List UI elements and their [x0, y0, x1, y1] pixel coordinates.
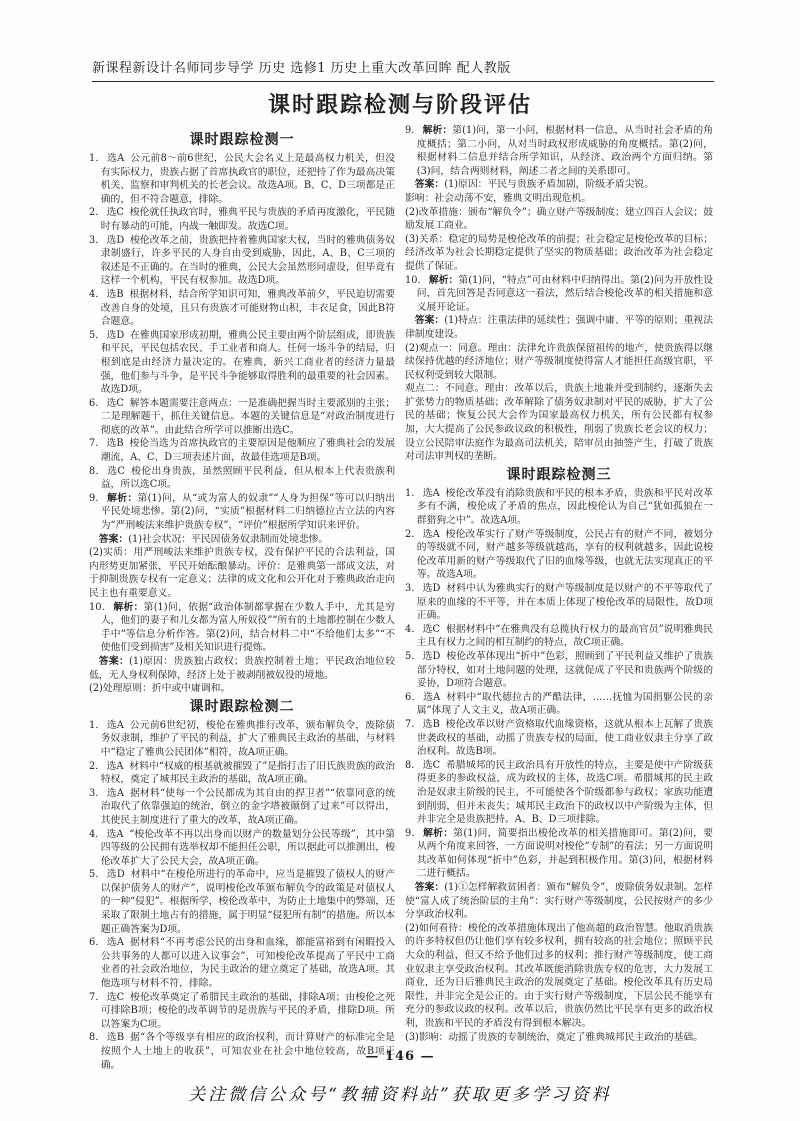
item-lead: 解析：: [113, 601, 144, 613]
item-lead: 答案：: [98, 655, 130, 667]
section-heading: 课时跟踪检测一: [189, 132, 295, 148]
left-column: [89, 129, 396, 1071]
item-lead: 选A: [106, 937, 124, 949]
item-text: (3)影响：动摇了贵族的专制统治，奠定了雅典城邦民主政治的基础。: [405, 1031, 703, 1043]
choice-explanation: [89, 206, 395, 233]
item-lead: 选C: [106, 207, 124, 219]
item-num: 2．: [405, 528, 422, 540]
answer-continuation: [405, 206, 713, 233]
item-lead: 答案：: [98, 533, 129, 545]
item-lead: 选D: [106, 234, 125, 246]
item-lead: 选A: [422, 487, 440, 499]
item-lead: 选B: [106, 1032, 125, 1044]
item-text: 公元前8～前6世纪，公民大会名义上是最高权力机关，但没有实际权力，贵族占据了首席执政官的职位，还把持了作为最高决策机关、监察和审判机关的长老会议。故选A项。B、C、D三项都是正确的，但不符合题意，排除。: [100, 153, 396, 205]
analysis-paragraph: [89, 601, 395, 655]
item-text: “梭伦改革不再以出身而以财产的数量划分公民等级”，其中第四等级的公民拥有选举权却不能担任公职，所以据此可以推测出，梭伦改革扩大了公民大会，故A项正确。: [100, 828, 395, 867]
item-text: 梭伦改革奠定了希腊民主政治的基础，排除A项；由梭伦之死可排除B项；梭伦的改革调节的是贵族与平民的矛盾，排除D项。所以答案为C项。: [100, 991, 396, 1030]
answer-continuation: [405, 342, 713, 383]
choice-explanation: [89, 991, 395, 1032]
item-lead: 选B: [422, 718, 440, 730]
item-num: 8．: [405, 759, 422, 771]
item-text: (1)原因：贵族独占政权；贵族控制着土地；平民政治地位较低，无人身权利保障，经济上处于被剥削被奴役的境地。: [89, 655, 395, 681]
item-text: 在雅典国家形成初期，雅典公民主要由两个阶层组成，即贵族和平民，平民包括农民、手工业者和商人。任何一场斗争的结局，归根到底是由经济力量决定的。在雅典，新兴工商业者的经济力量最强，他们参与斗争，是平民斗争能够取得胜利的最重要的社会因素。故选D项。: [100, 329, 396, 396]
section-heading: 课时跟踪检测三: [506, 466, 612, 483]
item-num: 3．: [405, 583, 422, 594]
choice-explanation: [89, 329, 395, 397]
item-lead: 答案：: [414, 882, 445, 894]
item-lead: 选C: [422, 623, 441, 635]
item-text: 第(1)问，从“或为富人的奴隶”“人身为担保”等可以归纳出平民处境悲惨。第(2)问，“实质”根据材料二归纳德拉古立法的内容为“严刑峻法来维护贵族专权”，“评价”根据所学知识来评价。: [100, 492, 396, 532]
item-text: 材料中“在梭伦所进行的革命中，应当是摧毁了债权人的财产以保护债务人的财产”，说明梭伦改革颁布解负令的政策是对债权人的一种“侵犯”。根据所学，梭伦改革中，为防止土地集中的弊端，还采取了限制土地占有的措施，属于明显“侵犯所有制”的措施。所以本题正确答案为D项。: [100, 869, 396, 935]
item-lead: 选C: [107, 465, 125, 477]
item-text: 据“各个等级享有相应的政治权利，而计算财产的标准完全是按照个人土地上的收获”，可知农业在社会中地位较高，故B项正确。: [100, 1032, 396, 1071]
choice-explanation: [89, 234, 395, 288]
choice-explanation: [89, 152, 395, 206]
item-text: (2)实质：用严刑峻法来维护贵族专权，没有保护平民的合法利益，国内形势更加紧张，平民开始酝酿暴动。评价：是雅典第一部成文法，对于抑制贵族专权有一定意义；法律的成文化和公开化对于雅典政治走向民主也有重要意义。: [89, 547, 395, 599]
item-lead: 选C: [106, 991, 125, 1003]
item-num: 5．: [89, 869, 106, 881]
right-column: [405, 124, 714, 1043]
choice-explanation: [89, 936, 395, 990]
answer-paragraph: [89, 655, 395, 682]
item-lead: 选A: [423, 691, 441, 703]
item-lead: 选D: [106, 329, 125, 341]
item-lead: 选D: [422, 583, 441, 594]
item-lead: 选A: [422, 528, 440, 540]
item-text: (1)①怎样解救贫困者：颁布“解负令”，废除债务奴隶制。怎样使“富人成了统治阶层的主角”：实行财产等级制度，公民按财产的多少分享政治权利。: [405, 882, 714, 921]
answer-paragraph: [405, 178, 713, 192]
choice-explanation: [89, 437, 395, 464]
running-header: 新课程新设计名师同步导学 历史 选修1 历史上重大改革回眸 配人教版: [92, 60, 714, 82]
item-num: 7．: [89, 991, 106, 1003]
choice-explanation: [89, 787, 395, 828]
choice-explanation: [405, 623, 713, 650]
item-num: 1．: [405, 487, 422, 499]
item-text: (2)改革措施：颁布“解负令”；确立财产等级制度；建立四百人会议；鼓励发展工商业。: [405, 206, 714, 232]
choice-explanation: [405, 650, 713, 691]
choice-explanation: [89, 828, 395, 869]
section-heading: 课时跟踪检测二: [189, 698, 295, 715]
choice-explanation: [405, 759, 713, 827]
item-lead: 选D: [422, 650, 441, 662]
item-text: 据材料“使每一个公民都成为其自由的捍卫者”“依靠同意的统治取代了依靠强迫的统治，倒立的金字塔被颠倒了过来”可以得出，其使民主制度进行了重大的改革，故A项正确。: [100, 787, 396, 826]
item-text: 梭伦改革以财产资格取代血缘资格，这就从根本上瓦解了贵族世袭政权的基础，动摇了贵族专权的局面，使工商业奴隶主分享了政治权利。故选B项。: [416, 718, 714, 758]
item-num: 4．: [405, 623, 422, 635]
item-lead: 答案：: [414, 179, 445, 191]
page-title: 课时跟踪检测与阶段评估: [267, 92, 532, 118]
item-num: 8．: [89, 1032, 106, 1044]
item-text: (2)观点一：同意。理由：法律允许贵族保留祖传的地产，使贵族得以继续保持优越的经济地位；财产等级制度使得富人才能担任高级官职，平民权利受到较大限制。: [405, 342, 713, 381]
answer-continuation: [89, 682, 395, 696]
item-num: 3．: [89, 787, 106, 799]
item-num: 3．: [89, 234, 106, 246]
item-text: 梭伦改革体现出“折中”色彩，照顾到了平民利益又维护了贵族部分特权，如对土地问题的处理，这就促成了平民和贵族两个阶级的妥协，D项符合题意。: [416, 650, 714, 690]
answer-continuation: [405, 192, 713, 206]
item-text: 梭伦就任执政官时，雅典平民与贵族的矛盾再度激化，平民随时有暴动的可能，内战一触即发。故选C项。: [100, 207, 396, 232]
item-text: 梭伦当选为首席执政官的主要原因是他顺应了雅典社会的发展潮流，A、C、D三项表述片面，故最佳选项是B项。: [100, 438, 396, 464]
choice-explanation: [89, 868, 395, 936]
answer-continuation: [405, 382, 713, 464]
item-text: 材料中“权威的根基就被摧毁了”是指打击了旧氏族贵族的政治特权，奠定了城邦民主政治的基础，故A项正确。: [100, 760, 395, 786]
item-text: 梭伦改革实行了财产等级制度，公民占有的财产不同，被划分的等级就不同，财产越多等级就越高，享有的权利就越多，因此说梭伦改革用新的财产等级取代了旧的血缘等级，也就无法实现真正的平等。故选A项。: [416, 528, 714, 581]
item-lead: 解析：: [428, 274, 459, 286]
item-num: 8．: [89, 465, 106, 477]
item-text: 解答本题需要注意两点：一是准确把握当时主要派别的主张；二是理解题干，抓住关键信息。本题的关键信息是“对政治制度进行彻底的改革”。由此结合所学可以推断出选C。: [100, 397, 396, 436]
answer-paragraph: [405, 314, 713, 341]
item-num: 9．: [405, 827, 422, 839]
answer-continuation: [89, 546, 395, 600]
choice-explanation: [405, 487, 713, 528]
item-text: 材料中“取代德拉古的严酷法律，……抚恤为国捐躯公民的亲属”体现了人文主义，故A项正确。: [416, 691, 714, 717]
item-num: 6．: [89, 937, 106, 949]
item-text: 根据材料中“在雅典没有总揽执行权力的最高官员”说明雅典民主具有权力之间的相互制约的特点，故C项正确。: [416, 623, 714, 649]
analysis-paragraph: [405, 274, 713, 315]
choice-explanation: [89, 397, 395, 438]
item-text: (2)处理原则：折中或中庸调和。: [89, 683, 231, 695]
analysis-paragraph: [405, 827, 713, 881]
item-text: 第(1)问，简要指出梭伦改革的相关措施即可。第(2)问，要从两个角度来回答，一方面说明对梭伦“专制”的看法；另一方面说明其改革如何体现“折中”色彩，并起到积极作用。第(3)问，根据材料二进行概括。: [416, 827, 714, 880]
item-text: 影响：社会动荡不安，雅典文明出现危机。: [405, 192, 592, 204]
item-num: 9．: [405, 125, 422, 136]
choice-explanation: [89, 760, 395, 787]
item-text: (1)特点：注重法律的延续性；强调中庸、平等的原则；重视法律制度建设。: [405, 315, 713, 340]
answer-continuation: [405, 233, 713, 274]
choice-explanation: [405, 691, 713, 718]
choice-explanation: [405, 528, 713, 582]
item-text: 梭伦出身贵族，虽然照顾平民利益，但从根本上代表贵族利益，所以选C项。: [100, 465, 396, 491]
item-num: 7．: [405, 718, 422, 730]
item-lead: 解析：: [107, 492, 138, 504]
choice-explanation: [405, 718, 713, 759]
item-text: (1)社会状况：平民因债务奴隶制而处境悲惨。: [128, 533, 329, 545]
footer-note: 关注微信公众号“教辅资料站”获取更多学习资料: [188, 1085, 612, 1105]
item-num: 6．: [405, 691, 422, 703]
item-lead: 选C: [106, 397, 124, 409]
item-text: 第(1)问，“特点”可由材料中归纳得出。第(2)问为开放性设问，首先回答是否同意这一看法，然后结合梭伦改革的相关措施和意义展开论证。: [416, 274, 713, 313]
item-lead: 选A: [106, 828, 124, 840]
item-lead: 选A: [107, 153, 125, 164]
answer-paragraph: [405, 881, 713, 922]
item-num: 6．: [89, 397, 106, 409]
choice-explanation: [89, 465, 395, 492]
item-num: 4．: [89, 288, 106, 300]
item-lead: 选B: [106, 288, 124, 300]
item-text: 公元前6世纪初，梭伦在雅典推行改革，颁布解负令，废除债务奴隶制，维护了平民的利益，扩大了雅典民主政治的基础，与材料中“稳定了雅典公民团体”相符，故A项正确。: [100, 719, 396, 758]
item-num: 5．: [405, 650, 422, 662]
item-text: 根据材料，结合所学知识可知，雅典改革前夕，平民迫切需要改善自身的处境，且只有贵族才可能财物山积，丰衣足食，因此B符合题意。: [100, 288, 396, 328]
item-text: 据材料“不再考虑公民的出身和血缘，都能富裕到有闲暇投入公共事务的人都可以进入议事会”，可知梭伦改革提高了平民中工商业者的社会政治地位，为民主政治的建立奠定了基础，故选A项。其他选项与材料不符，排除。: [100, 937, 396, 990]
item-text: 第(1)问，依据“政治体制都掌握在少数人手中，尤其是穷人，他们的妻子和儿女都为富人所奴役”“所有的土地都控制在少数人手中”等信息分析作答。第(2)问，结合材料二中“不给他们太多”“不使他们受到损害”及相关知识进行提炼。: [100, 601, 396, 654]
choice-explanation: [89, 719, 395, 760]
item-text: (1)原因：平民与贵族矛盾加剧，阶级矛盾尖锐。: [444, 179, 655, 191]
analysis-paragraph: [89, 492, 395, 533]
item-num: 10．: [89, 601, 112, 613]
choice-explanation: [405, 582, 713, 623]
item-lead: 选A: [106, 719, 124, 731]
item-lead: 选A: [106, 787, 124, 799]
analysis-paragraph: [405, 124, 713, 178]
item-num: 2．: [89, 207, 106, 219]
item-lead: 选C: [422, 759, 441, 771]
answer-continuation: [405, 1031, 713, 1045]
page-number: — 146 —: [365, 1049, 435, 1064]
item-num: 9．: [89, 492, 106, 504]
item-lead: 选D: [106, 869, 125, 881]
item-lead: 选B: [106, 438, 124, 450]
choice-explanation: [89, 288, 395, 329]
item-text: (2)如何看待：梭伦的改革措施体现出了他高超的政治智慧。他取消贵族的许多特权但仍让他们享有较多权利，拥有较高的社会地位；照顾平民大众的利益，但又不给予他们过多的权利；推行财产等级制度，使工商业奴隶主享受政治权利。其改革既能消除贵族专权的危害，大力发展工商业，还为日后雅典民主政治的发展奠定了基础。梭伦改革具有历史局限性，并非完全是公正的。由于实行财产等级制度，下层公民不能享有充分的参政议政的权利。改革以后，贵族仍然比平民享有更多的政治权利，贵族和平民的矛盾没有得到根本解决。: [405, 922, 713, 1029]
item-lead: 答案：: [414, 315, 445, 327]
item-text: 材料中认为雅典实行的财产等级制度是以财产的不平等取代了原来的血缘的不平等，并在本质上体现了梭伦改革的局限性，故D项正确。: [416, 583, 714, 622]
item-text: 梭伦改革之前，贵族把持着雅典国家大权，当时的雅典债务奴隶制盛行，许多平民的人身自由受到威胁，因此，A、B、C三项的叙述是不正确的。在当时的雅典，公民大会虽然形同虚设，但毕竟有这样一个机构，平民有权参加。故选D项。: [100, 234, 396, 287]
item-text: 观点二：不同意。理由：改革以后，贵族土地兼并受到制约，逐渐失去扩张势力的物质基础；改革解除了债务奴隶制对平民的威胁，扩大了公民的基础；恢复公民大会作为国家最高权力机关，所有公民都有权参加，大大提高了公民参政议政的积极性，削弱了贵族长老会议的权力；设立公民陪审法庭作为最高司法机关，陪审员由抽签产生，打破了贵族对司法审判权的垄断。: [405, 383, 713, 463]
item-num: 2．: [89, 760, 106, 772]
item-lead: 解析：: [422, 125, 453, 136]
item-text: 希腊城邦的民主政治具有开放性的特点，主要是使中产阶级获得更多的参政权益，成为政权的主体，故选C项。希腊城邦的民主政治是奴隶主阶级的民主，不可能使各个阶级都参与政权；家族功能遭到削弱，但并未丧失；城邦民主政治下的政权以中产阶级为主体，但并非完全是贵族把持。A、B、D三项排除。: [416, 759, 713, 826]
answer-paragraph: [89, 533, 395, 547]
item-lead: 选A: [106, 760, 124, 772]
item-num: 5．: [89, 329, 106, 341]
answer-continuation: [405, 922, 713, 1031]
item-num: 4．: [89, 828, 106, 840]
item-num: 10．: [405, 274, 428, 286]
item-text: 梭伦改革没有消除贵族和平民的根本矛盾，贵族和平民对改革多有不满，梭伦成了矛盾的焦点，因此梭伦认为自己“犹如孤狼在一群猎狗之中”。故选A项。: [416, 487, 714, 527]
item-num: 1．: [89, 153, 106, 164]
item-lead: 解析：: [423, 827, 454, 839]
item-text: (3)关系：稳定的局势是梭伦改革的前提；社会稳定是梭伦改革的目标；经济改革为社会长期稳定提供了坚实的物质基础；政治改革为社会稳定提供了保证。: [405, 233, 713, 272]
item-num: 1．: [89, 719, 106, 731]
item-num: 7．: [89, 438, 106, 450]
item-text: 第(1)问，第一小问，根据材料一信息，从当时社会矛盾的角度概括；第二小问，从对当时政权形成威胁的角度概括。第(2)问，根据材料二信息并结合所学知识，从经济、政治两个方面归纳。第(3)问，结合两则材料，阐述二者之间的关系即可。: [416, 125, 713, 177]
